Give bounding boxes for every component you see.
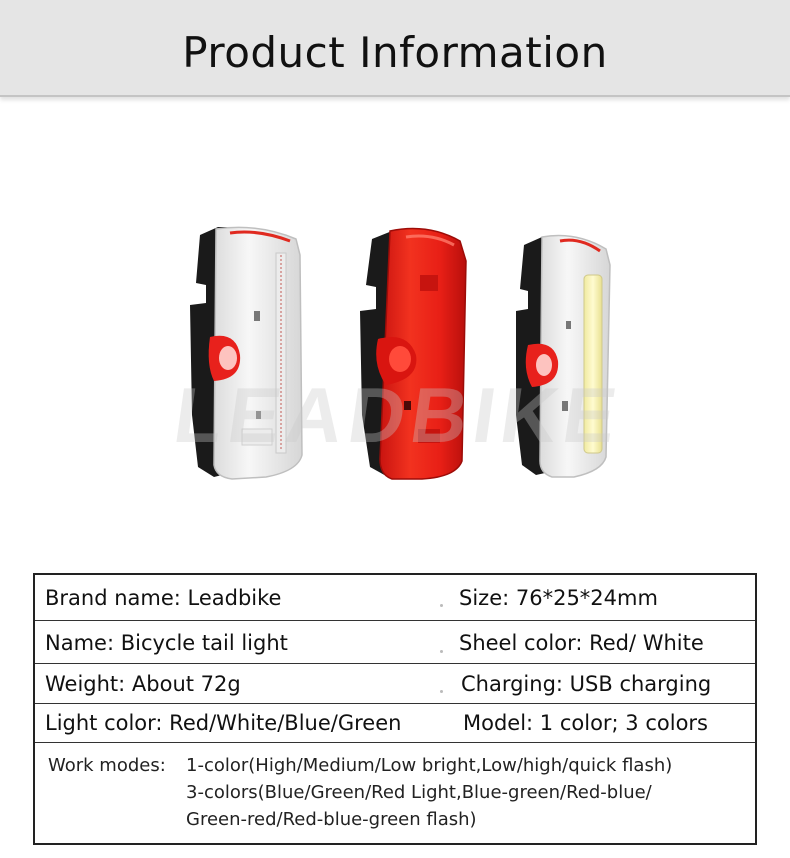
work-modes-line: 1-color(High/Medium/Low bright,Low/high/quick flash) <box>186 755 673 776</box>
work-modes-line: Green-red/Red-blue-green flash) <box>186 809 477 830</box>
spec-table <box>33 573 757 845</box>
work-modes-label: Work modes: <box>48 755 166 776</box>
spec-light-color: Light color: Red/White/Blue/Green <box>45 711 402 735</box>
spec-weight: Weight: About 72g <box>45 672 241 696</box>
watermark: LEADBIKE <box>168 371 628 459</box>
spec-name: Name: Bicycle tail light <box>45 631 288 655</box>
spec-row <box>35 575 755 620</box>
row-divider <box>35 742 755 743</box>
spec-shell-color: Sheel color: Red/ White <box>459 631 704 655</box>
tail-light-red <box>360 229 466 479</box>
spec-brand: Brand name: Leadbike <box>45 586 282 610</box>
spec-charging: Charging: USB charging <box>461 672 712 696</box>
product-photo <box>170 215 630 505</box>
page-title: Product Information <box>182 28 608 77</box>
spec-row <box>35 704 755 742</box>
spec-size: Size: 76*25*24mm <box>459 586 658 610</box>
tail-light-yellow <box>516 236 610 478</box>
work-modes-line: 3-colors(Blue/Green/Red Light,Blue-green/Red-blue/ <box>186 782 652 803</box>
spec-row <box>35 621 755 663</box>
spec-row <box>35 664 755 703</box>
tail-light-white <box>190 227 302 479</box>
spec-model: Model: 1 color; 3 colors <box>463 711 708 735</box>
header-banner <box>0 0 790 97</box>
